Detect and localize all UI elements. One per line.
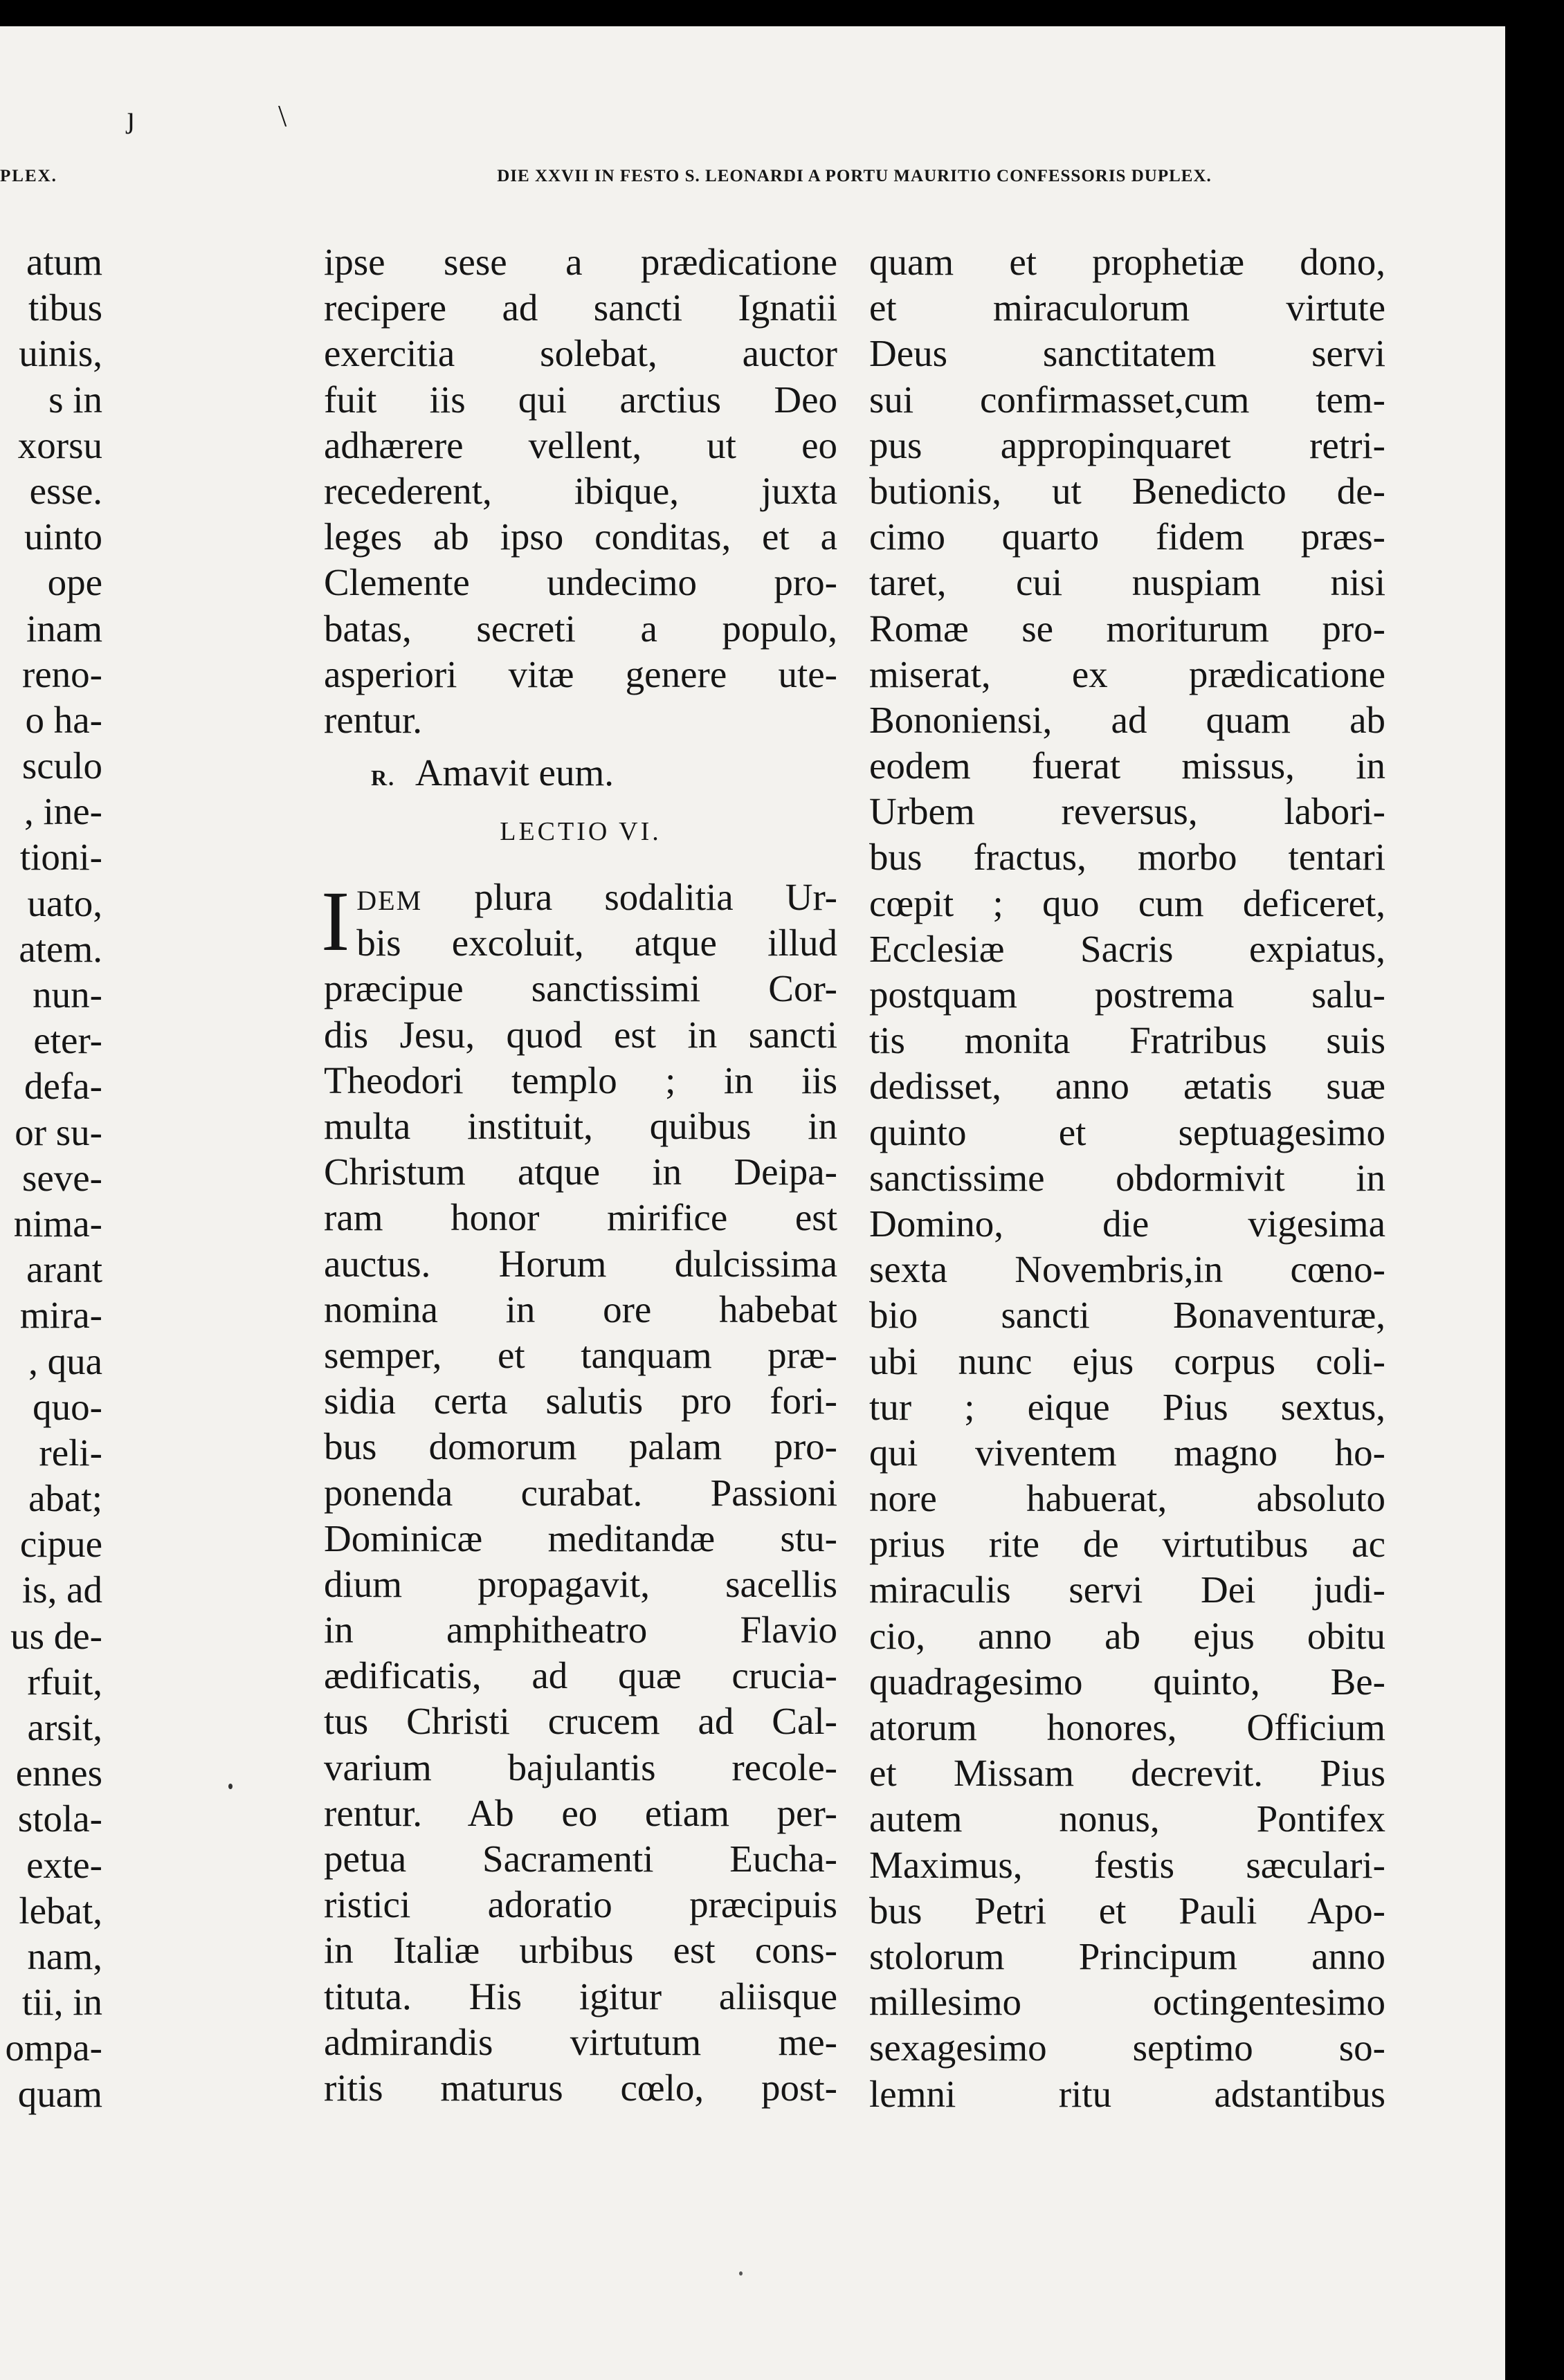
text-line: ristici adoratio præcipuis	[324, 1883, 837, 1926]
text-line: Romæ se moriturum pro-	[869, 607, 1385, 650]
text-line: nun-	[33, 973, 102, 1016]
text-line: semper, et tanquam præ-	[324, 1333, 837, 1376]
text-line: butionis, ut Benedicto de-	[869, 469, 1385, 512]
text-line: qui viventem magno ho-	[869, 1431, 1385, 1474]
text-line: inam	[26, 607, 102, 650]
text-line: Clemente undecimo pro-	[324, 561, 837, 604]
text-line: fuit iis qui arctius Deo	[324, 378, 837, 421]
text-line: us de-	[10, 1614, 102, 1657]
text-line: nam,	[27, 1934, 102, 1977]
text-line: Maximus, festis sæculari-	[869, 1843, 1385, 1886]
lectio-vi-body	[321, 874, 837, 2111]
text-line: tibus	[28, 286, 102, 329]
text-line: Theodori templo ; in iis	[324, 1059, 837, 1101]
text-line: reno-	[21, 652, 102, 695]
text-line: Dominicæ meditandæ stu-	[324, 1517, 837, 1559]
text-line: varium bajulantis recole-	[324, 1746, 837, 1788]
text-line: Christum atque in Deipa-	[324, 1151, 837, 1193]
line-rest: plura sodalitia Ur-	[422, 876, 837, 919]
text-line: ennes	[15, 1752, 102, 1795]
text-line: eter-	[33, 1019, 102, 1062]
text-line: o ha-	[25, 698, 102, 741]
text-line: uinto	[24, 515, 102, 558]
text-line: miserat, ex prædicatione	[869, 652, 1385, 695]
text-line: postquam postrema salu-	[869, 973, 1385, 1016]
text-line: lemni ritu adstantibus	[869, 2072, 1385, 2115]
facing-page-text-fragment	[0, 239, 102, 2117]
text-line: rentur. Ab eo etiam per-	[324, 1791, 837, 1834]
text-line: eodem fuerat missus, in	[869, 744, 1385, 787]
text-line: mira-	[19, 1294, 102, 1337]
text-line: pus appropinquaret retri-	[869, 423, 1385, 466]
text-line: nima-	[13, 1202, 102, 1245]
text-line: xorsu	[17, 423, 102, 466]
text-line: tii, in	[21, 1981, 102, 2024]
text-line: ompa-	[5, 2026, 102, 2069]
text-line: bus fractus, morbo tentari	[869, 836, 1385, 879]
text-line: quinto et septuagesimo	[869, 1110, 1385, 1153]
text-line: defa-	[24, 1065, 102, 1108]
text-line: abat;	[28, 1477, 102, 1520]
text-line: sidia certa salutis pro fori-	[324, 1380, 837, 1422]
text-line	[324, 875, 837, 920]
text-line: batas, secreti a populo,	[324, 607, 837, 650]
text-line: Ecclesiæ Sacris expiatus,	[869, 927, 1385, 970]
text-line: taret, cui nuspiam nisi	[869, 561, 1385, 604]
text-line: ponenda curabat. Passioni	[324, 1471, 837, 1514]
ink-mark: ȷ	[127, 100, 136, 134]
speck	[228, 1784, 233, 1789]
text-line: tituta. His igitur aliisque	[324, 1975, 837, 2017]
text-line: millesimo octingentesimo	[869, 1981, 1385, 2024]
text-line: tis monita Fratribus suis	[869, 1019, 1385, 1062]
text-line: prius rite de virtutibus ac	[869, 1523, 1385, 1566]
text-line: s in	[48, 378, 102, 421]
text-line: cipue	[19, 1523, 102, 1566]
text-line: tur ; eique Pius sextus,	[869, 1385, 1385, 1428]
text-line: atorum honores, Officium	[869, 1706, 1385, 1748]
text-line: Domino, die vigesima	[869, 1202, 1385, 1245]
middle-column	[321, 239, 837, 2111]
text-line: et miraculorum virtute	[869, 286, 1385, 329]
text-line: tioni-	[19, 836, 102, 879]
text-line: bis excoluit, atque illud	[356, 922, 837, 964]
text-line: admirandis virtutum me-	[324, 2020, 837, 2063]
text-line: autem nonus, Pontifex	[869, 1797, 1385, 1840]
text-line: tus Christi crucem ad Cal-	[324, 1700, 837, 1743]
text-line: multa instituit, quibus in	[324, 1105, 837, 1147]
text-line: ram honor mirifice est	[324, 1196, 837, 1239]
text-line: quam et prophetiæ dono,	[869, 241, 1385, 283]
text-line: nomina in ore habebat	[324, 1288, 837, 1330]
text-line: ipse sese a prædicatione	[324, 241, 837, 283]
drop-cap: I	[321, 874, 350, 969]
responsory-text: Amavit eum.	[415, 751, 614, 794]
text-line: Bononiensi, ad quam ab	[869, 698, 1385, 741]
text-line: sexagesimo septimo so-	[869, 2026, 1385, 2069]
text-line: dedisset, anno ætatis suæ	[869, 1065, 1385, 1108]
text-line: recederent, ibique, juxta	[324, 469, 837, 512]
text-line: uato,	[27, 881, 102, 924]
lectio-v-continuation	[324, 239, 837, 743]
text-line: auctus. Horum dulcissima	[324, 1242, 837, 1285]
text-line: ope	[47, 561, 102, 604]
text-line: reli-	[39, 1431, 102, 1474]
text-line: Urbem reversus, labori-	[869, 790, 1385, 833]
text-line: cœpit ; quo cum deficeret,	[869, 881, 1385, 924]
running-header: DIE XXVII IN FESTO S. LEONARDI A PORTU MAURITIO CONFESSORIS DUPLEX.	[497, 167, 1212, 185]
lectio-heading: LECTIO VI.	[500, 817, 662, 847]
text-line: bio sancti Bonaventuræ,	[869, 1294, 1385, 1337]
text-line: or su-	[15, 1110, 102, 1153]
book-page	[0, 26, 1505, 2380]
text-line: quadragesimo quinto, Be-	[869, 1660, 1385, 1703]
text-line: stolorum Principum anno	[869, 1934, 1385, 1977]
text-line: petua Sacramenti Eucha-	[324, 1838, 837, 1880]
right-column	[869, 239, 1385, 2117]
text-line: dis Jesu, quod est in sancti	[324, 1013, 837, 1056]
text-line: sculo	[21, 744, 102, 787]
text-line: , ine-	[24, 790, 102, 833]
text-line: atem.	[19, 927, 102, 970]
text-line: leges ab ipso conditas, et a	[324, 515, 837, 558]
text-line: esse.	[29, 469, 102, 512]
text-line: recipere ad sancti Ignatii	[324, 286, 837, 329]
text-line: nore habuerat, absoluto	[869, 1477, 1385, 1520]
responsory	[324, 743, 837, 805]
text-line: arant	[26, 1248, 102, 1291]
responsory-mark: R.	[371, 765, 396, 791]
text-line: exercitia solebat, auctor	[324, 332, 837, 375]
ink-mark: \	[278, 99, 287, 133]
facing-page-header-fragment: PLEX.	[0, 167, 57, 185]
text-line: is, ad	[21, 1568, 102, 1611]
text-line: stola-	[17, 1797, 102, 1840]
text-line: quo-	[33, 1385, 102, 1428]
text-line: Deus sanctitatem servi	[869, 332, 1385, 375]
text-line: , qua	[28, 1339, 102, 1382]
text-line: dium propagavit, sacellis	[324, 1562, 837, 1605]
speck	[739, 2271, 743, 2276]
text-line: cimo quarto fidem præs-	[869, 515, 1385, 558]
text-line: quam	[17, 2072, 102, 2115]
text-line: ubi nunc ejus corpus coli-	[869, 1339, 1385, 1382]
text-line: ædificatis, ad quæ crucia-	[324, 1654, 837, 1697]
text-line: seve-	[21, 1156, 102, 1199]
text-line: miraculis servi Dei judi-	[869, 1568, 1385, 1611]
text-line: ritis maturus cœlo, post-	[324, 2066, 837, 2109]
text-line: præcipue sanctissimi Cor-	[324, 967, 837, 1010]
text-line: cio, anno ab ejus obitu	[869, 1614, 1385, 1657]
small-caps-word: DEM	[356, 885, 423, 917]
text-line: et Missam decrevit. Pius	[869, 1752, 1385, 1795]
text-line: arsit,	[27, 1706, 102, 1748]
text-line: sanctissime obdormivit in	[869, 1156, 1385, 1199]
text-line: bus Petri et Pauli Apo-	[869, 1889, 1385, 1932]
text-line: bus domorum palam pro-	[324, 1425, 837, 1468]
text-line: exte-	[26, 1843, 102, 1886]
text-line: in Italiæ urbibus est cons-	[324, 1929, 837, 1972]
text-line: uinis,	[19, 332, 102, 375]
text-line: asperiori vitæ genere ute-	[324, 652, 837, 695]
text-line: sui confirmasset,cum tem-	[869, 378, 1385, 421]
text-line: atum	[26, 241, 102, 283]
text-line: adhærere vellent, ut eo	[324, 423, 837, 466]
text-line: rfuit,	[27, 1660, 102, 1703]
text-line: sexta Novembris,in cœno-	[869, 1248, 1385, 1291]
text-line: in amphitheatro Flavio	[324, 1609, 837, 1651]
text-line: rentur.	[324, 698, 423, 741]
text-line: lebat,	[19, 1889, 102, 1932]
